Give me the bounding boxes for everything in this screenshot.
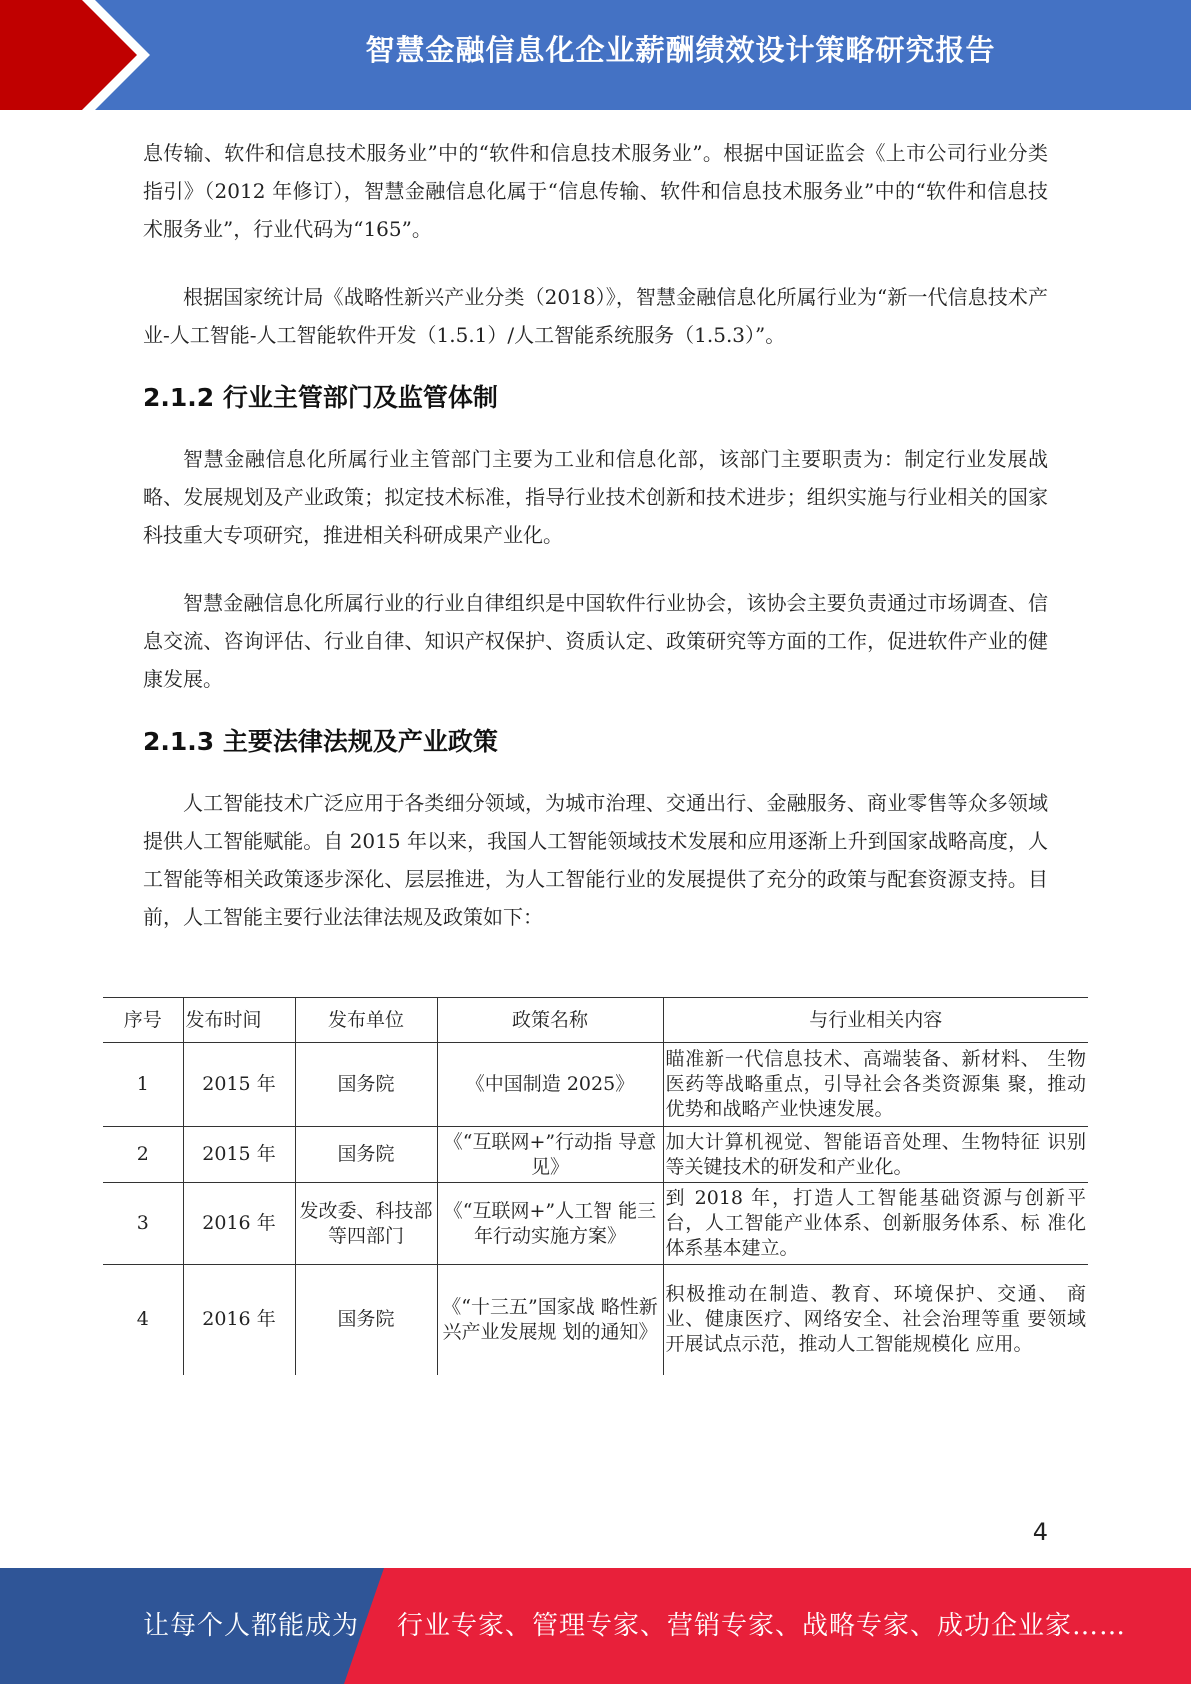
policy-table	[103, 997, 1088, 1375]
row-number: 1	[103, 1043, 183, 1127]
section-heading: 2.1.3 主要法律法规及产业政策	[143, 727, 498, 756]
publisher: 国务院	[295, 1127, 437, 1183]
row-number: 3	[103, 1183, 183, 1265]
publish-time: 2016 年	[183, 1265, 295, 1375]
related-content: 到 2018 年，打造人工智能基础资源与创新平 台，人工智能产业体系、创新服务体系、标 准化体系基本建立。	[663, 1183, 1088, 1265]
paragraph: 人工智能技术广泛应用于各类细分领域，为城市治理、交通出行、金融服务、商业零售等众多领域提供人工智能赋能。自 2015 年以来，我国人工智能领域技术发展和应用逐渐上升到国家战略高度，人工智能等相关政策逐步深化、层层推进，为人工智能行业的发展提供了充分的政策与配套资源支持。目前，人工智能主要行业法律法规及政策如下：	[143, 791, 1048, 929]
column-header: 政策名称	[437, 998, 663, 1043]
publish-time: 2015 年	[183, 1043, 295, 1127]
paragraph: 智慧金融信息化所属行业主管部门主要为工业和信息化部，该部门主要职责为：制定行业发展战略、发展规划及产业政策；拟定技术标准，指导行业技术创新和技术进步；组织实施与行业相关的国家科技重大专项研究，推进相关科研成果产业化。	[143, 447, 1048, 547]
footer-slogan-right: 行业专家、管理专家、营销专家、战略专家、成功企业家……	[397, 1611, 1127, 1641]
policy-name: 《“互联网+”行动指 导意见》	[437, 1127, 663, 1183]
policy-name: 《“互联网+”人工智 能三年行动实施方案》	[437, 1183, 663, 1265]
publisher: 国务院	[295, 1265, 437, 1375]
table-row	[103, 1183, 1088, 1265]
header-banner	[0, 0, 1191, 110]
paragraph: 根据国家统计局《战略性新兴产业分类（2018）》，智慧金融信息化所属行业为“新一代信息技术产业-人工智能-人工智能软件开发（1.5.1）/人工智能系统服务（1.5.3）”。	[143, 285, 1048, 347]
table-header-row	[103, 998, 1088, 1043]
related-content: 加大计算机视觉、智能语音处理、生物特征 识别等关键技术的研发和产业化。	[663, 1127, 1088, 1183]
policy-name: 《中国制造 2025》	[437, 1043, 663, 1127]
row-number: 2	[103, 1127, 183, 1183]
policy-name: 《“十三五”国家战 略性新兴产业发展规 划的通知》	[437, 1265, 663, 1375]
page-number: 4	[1032, 1518, 1048, 1546]
table-row	[103, 1127, 1088, 1183]
column-header: 与行业相关内容	[663, 998, 1088, 1043]
table-row	[103, 1265, 1088, 1375]
related-content: 积极推动在制造、教育、环境保护、交通、 商业、健康医疗、网络安全、社会治理等重 要领域开展试点示范，推动人工智能规模化 应用。	[663, 1265, 1088, 1375]
column-header: 发布时间	[183, 998, 295, 1043]
row-number: 4	[136, 1308, 149, 1331]
publisher: 国务院	[295, 1043, 437, 1127]
paragraph: 智慧金融信息化所属行业的行业自律组织是中国软件行业协会，该协会主要负责通过市场调查、信息交流、咨询评估、行业自律、知识产权保护、资质认定、政策研究等方面的工作，促进软件产业的健康发展。	[143, 591, 1048, 691]
paragraph: 息传输、软件和信息技术服务业”中的“软件和信息技术服务业”。根据中国证监会《上市公司行业分类指引》（2012 年修订），智慧金融信息化属于“信息传输、软件和信息技术服务业”中的“软件和信息技术服务业”，行业代码为“165”。	[143, 141, 1048, 241]
report-title: 智慧金融信息化企业薪酬绩效设计策略研究报告	[365, 33, 996, 67]
publisher: 发改委、科技部等四部门	[295, 1183, 437, 1265]
section-heading: 2.1.2 行业主管部门及监管体制	[143, 383, 498, 412]
footer-slogan-left: 让每个人都能成为	[143, 1611, 360, 1641]
document-body	[143, 134, 1048, 936]
related-content: 瞄准新一代信息技术、高端装备、新材料、 生物医药等战略重点，引导社会各类资源集 聚，推动优势和战略产业快速发展。	[663, 1043, 1088, 1127]
column-header: 发布单位	[295, 998, 437, 1043]
footer-banner	[0, 1568, 1191, 1684]
column-header: 序号	[103, 998, 183, 1043]
publish-time: 2016 年	[183, 1183, 295, 1265]
table-row	[103, 1043, 1088, 1127]
publish-time: 2015 年	[183, 1127, 295, 1183]
